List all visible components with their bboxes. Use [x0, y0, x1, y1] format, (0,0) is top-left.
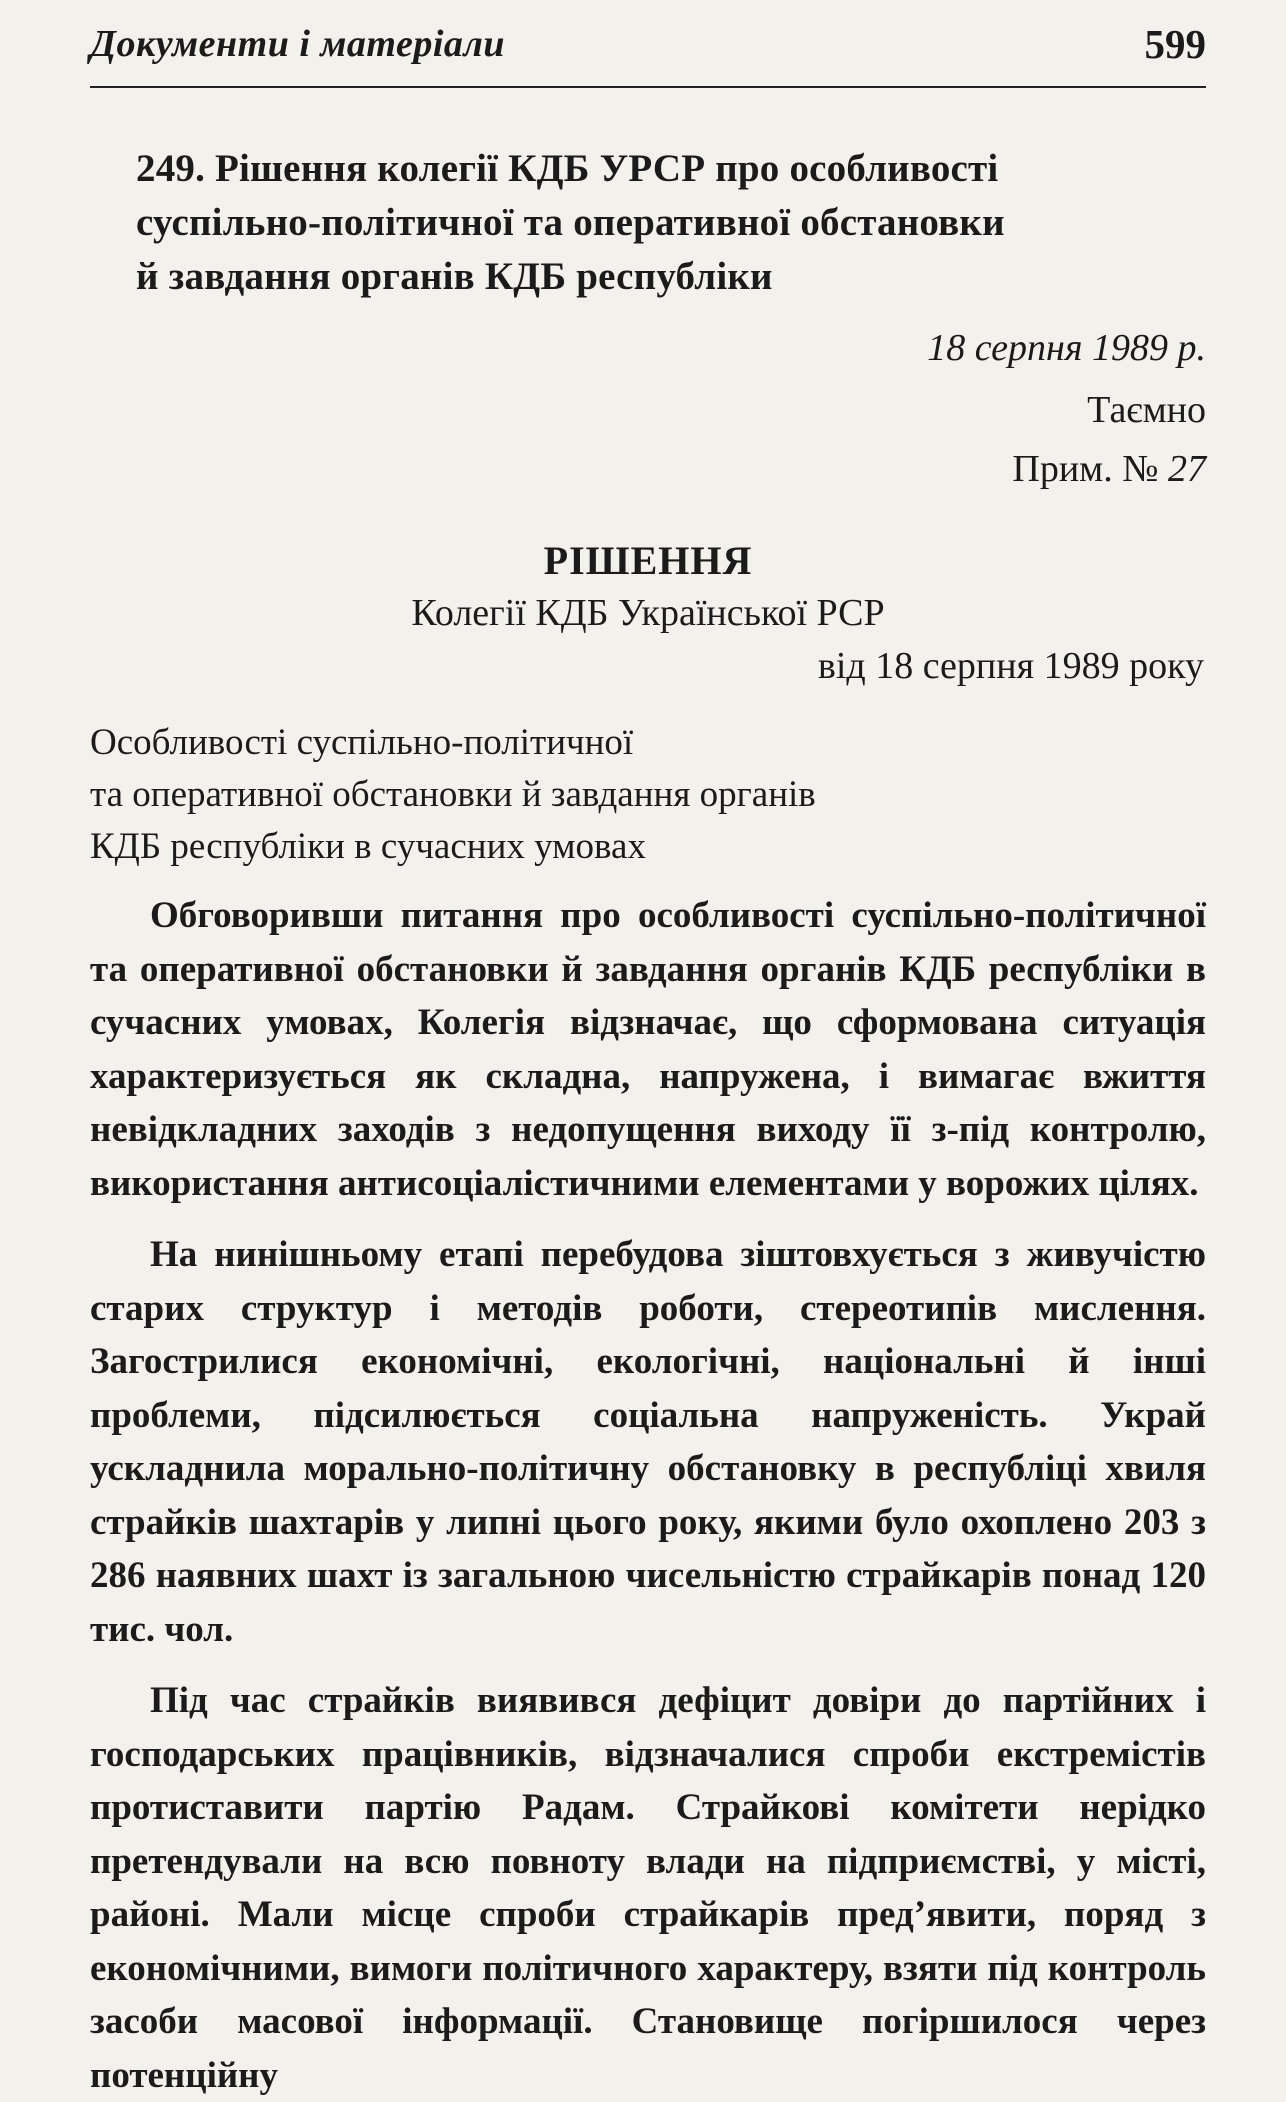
- copy-number: [90, 441, 1206, 497]
- running-title: Документи і матеріали: [90, 23, 506, 65]
- subject-line: та оперативної обстановки й завдання органів: [90, 774, 816, 815]
- decision-title: РІШЕННЯ: [543, 538, 753, 583]
- heading-line: 249. Рішення колегії КДБ УРСР про особливості: [136, 147, 999, 190]
- subject-line: КДБ республіки в сучасних умовах: [90, 826, 646, 867]
- subject-line: Особливості суспільно-політичної: [90, 722, 634, 763]
- heading-line: й завдання органів КДБ республіки: [136, 255, 773, 298]
- body-paragraph: Обговоривши питання про особливості суспільно-політичної та оперативної обстановки й завдання органів КДБ республіки в сучасних умовах, Колегія відзначає, що сформована ситуація характеризується як складна, напружена, і вимагає вжиття невідкладних заходів з недопущення виходу її з-під контролю, використання антисоціалістичними елементами у ворожих цілях.: [90, 895, 1206, 1204]
- document-date: 18 серпня 1989 р.: [927, 327, 1206, 369]
- body-paragraph: Під час страйків виявився дефіцит довіри до партійних і господарських працівників, відзначалися спроби екстремістів протиставити партію Радам. Страйкові комітети нерідко претендували на всю повноту влади на підприємстві, у місті, районі. Мали місце спроби страйкарів пред’явити, поряд з економічними, вимоги політичного характеру, взяти під контроль засоби масової інформації. Становище погіршилося через потенційну: [90, 1680, 1206, 2096]
- body-paragraph: На нинішньому етапі перебудова зіштовхується з живучістю старих структур і методів роботи, стереотипів мислення. Загострилися економічні, екологічні, національні й інші проблеми, підсилюється соціальна напруженість. Украй ускладнила морально-політичну обстановку в республіці хвиля страйків шахтарів у липні цього року, якими було охоплено 203 з 286 наявних шахт із загальною чисельністю страйкарів понад 120 тис. чол.: [90, 1234, 1206, 1650]
- heading-line: суспільно-політичної та оперативної обстановки: [136, 201, 1005, 244]
- decision-date: від 18 серпня 1989 року: [817, 645, 1204, 687]
- decision-issuer: Колегії КДБ Української РСР: [411, 592, 885, 634]
- decision-subject: [90, 717, 1206, 873]
- copy-number-value: 27: [1168, 448, 1206, 490]
- document-heading: [136, 142, 1206, 304]
- copy-label: Прим. №: [1012, 448, 1159, 490]
- classification-stamp: Таємно: [1087, 389, 1206, 431]
- running-header: [90, 0, 1206, 88]
- page-number: 599: [1144, 21, 1206, 67]
